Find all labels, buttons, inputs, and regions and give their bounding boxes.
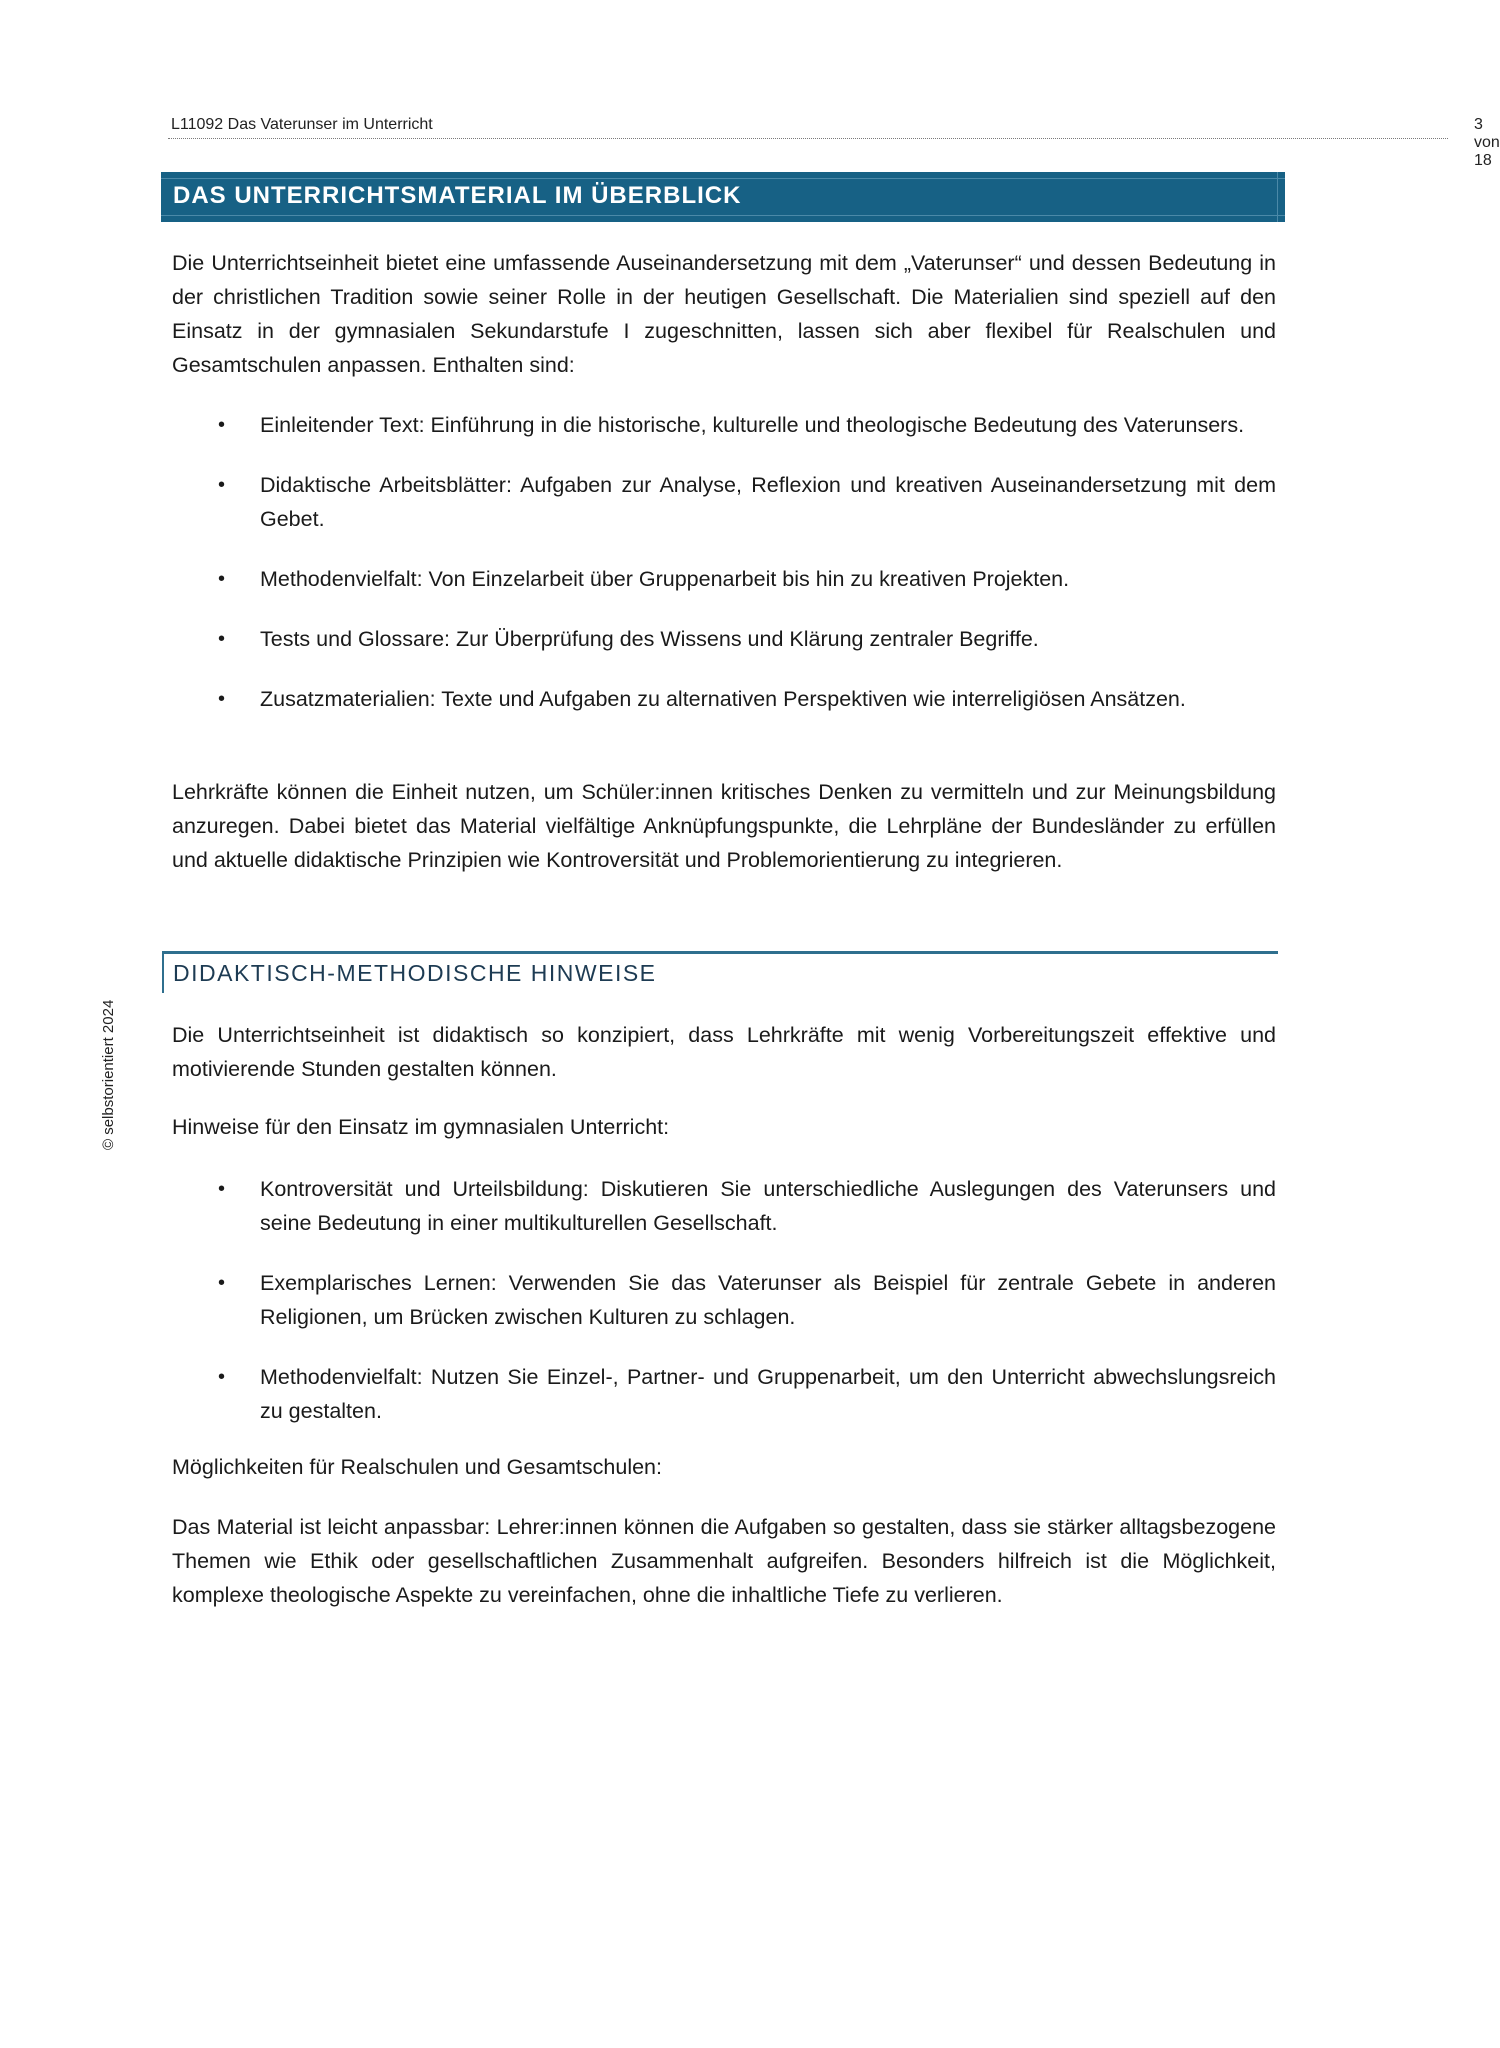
page-number: 3 von 18 — [1474, 116, 1500, 169]
section1-bullets — [172, 408, 1276, 716]
section2-real-label-block — [172, 1450, 1276, 1484]
list-item: • Einleitender Text: Einführung in die historische, kulturelle und theologische Bedeutung des Vaterunsers. — [172, 408, 1276, 442]
document-title: L11092 Das Vaterunser im Unterricht — [171, 116, 433, 133]
bullet-icon: • — [218, 1178, 226, 1200]
section2-heading — [162, 951, 1278, 993]
section1-closing-block — [172, 775, 1276, 877]
bullet-icon: • — [218, 568, 226, 590]
section2-real-text-block — [172, 1510, 1276, 1612]
list-item: • Zusatzmaterialien: Texte und Aufgaben zu alternativen Perspektiven wie interreligiösen Ansätzen. — [172, 682, 1276, 716]
list-item: • Didaktische Arbeitsblätter: Aufgaben zur Analyse, Reflexion und kreativen Auseinandersetzung mit dem Gebet. — [172, 468, 1276, 536]
copyright-note: © selbstorientiert 2024 — [100, 999, 117, 1150]
list-item: • Methodenvielfalt: Nutzen Sie Einzel-, Partner- und Gruppenarbeit, um den Unterricht abwechslungsreich zu gestalten. — [172, 1360, 1276, 1428]
list-item: • Tests und Glossare: Zur Überprüfung des Wissens und Klärung zentraler Begriffe. — [172, 622, 1276, 656]
section2-bullets — [172, 1172, 1276, 1428]
list-item: • Methodenvielfalt: Von Einzelarbeit über Gruppenarbeit bis hin zu kreativen Projekten. — [172, 562, 1276, 596]
banner-line — [1277, 172, 1278, 222]
banner-line — [161, 178, 1285, 179]
section2-intro-block — [172, 1018, 1276, 1086]
bullet-icon: • — [218, 1366, 226, 1388]
section2-gym-label-block — [172, 1110, 1276, 1144]
list-item: • Kontroversität und Urteilsbildung: Diskutieren Sie unterschiedliche Auslegungen des Vaterunsers und seine Bedeutung in einer multikulturellen Gesellschaft. — [172, 1172, 1276, 1240]
section-banner — [161, 172, 1285, 222]
section1-intro: Die Unterrichtseinheit bietet eine umfassende Auseinandersetzung mit dem „Vaterunser“ und dessen Bedeutung in der christlichen Tradition sowie seiner Rolle in der heutigen Gesellschaft. Die Materialien sind speziell auf den Einsatz in der gymnasialen Sekundarstufe I zugeschnitten, lassen sich aber flexibel für Realschulen und Gesamtschulen anpassen. Enthalten sind: — [172, 251, 1276, 377]
section2-real-text: Das Material ist leicht anpassbar: Lehrer:innen können die Aufgaben so gestalten, dass sie stärker alltagsbezogene Themen wie Ethik oder gesellschaftlichen Zusammenhalt aufgreifen. Besonders hilfreich ist die Möglichkeit, komplexe theologische Aspekte zu vereinfachen, ohne die inhaltliche Tiefe zu verlieren. — [172, 1515, 1276, 1607]
section1-closing: Lehrkräfte können die Einheit nutzen, um Schüler:innen kritisches Denken zu vermitteln und zur Meinungsbildung anzuregen. Dabei bietet das Material vielfältige Anknüpfungspunkte, die Lehrpläne der Bundesländer zu erfüllen und aktuelle didaktische Prinzipien wie Kontroversität und Problemorientierung zu integrieren. — [172, 780, 1276, 872]
bullet-icon: • — [218, 688, 226, 710]
section-title: DAS UNTERRICHTSMATERIAL IM ÜBERBLICK — [173, 182, 742, 209]
page-header — [168, 116, 1500, 169]
bullet-icon: • — [218, 414, 226, 436]
section2-real-label: Möglichkeiten für Realschulen und Gesamtschulen: — [172, 1455, 662, 1479]
list-item: • Exemplarisches Lernen: Verwenden Sie das Vaterunser als Beispiel für zentrale Gebete in anderen Religionen, um Brücken zwischen Kulturen zu schlagen. — [172, 1266, 1276, 1334]
section2-intro: Die Unterrichtseinheit ist didaktisch so konzipiert, dass Lehrkräfte mit wenig Vorbereitungszeit effektive und motivierende Stunden gestalten können. — [172, 1023, 1276, 1081]
bullet-icon: • — [218, 1272, 226, 1294]
bullet-icon: • — [218, 628, 226, 650]
section1-intro-block — [172, 246, 1276, 382]
bullet-icon: • — [218, 474, 226, 496]
section2-gym-label: Hinweise für den Einsatz im gymnasialen Unterricht: — [172, 1115, 670, 1139]
section-title: DIDAKTISCH-METHODISCHE HINWEISE — [173, 960, 657, 986]
banner-line — [161, 215, 1285, 216]
